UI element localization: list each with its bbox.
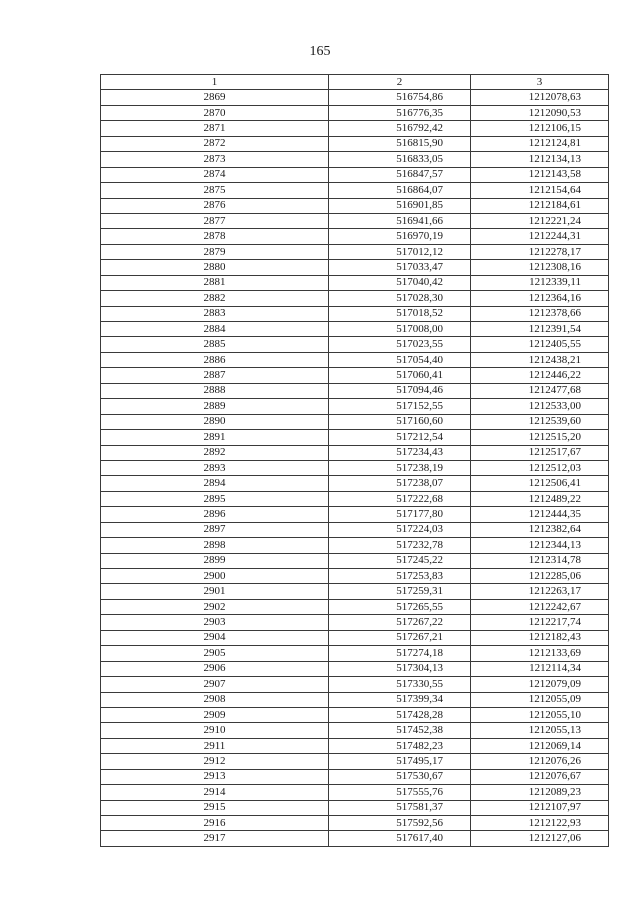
y-coordinate-cell: 1212405,55 xyxy=(471,337,609,352)
table-row xyxy=(101,275,609,290)
x-coordinate-cell: 517617,40 xyxy=(329,831,471,846)
x-coordinate-cell: 517452,38 xyxy=(329,723,471,738)
point-number-cell: 2873 xyxy=(101,152,329,167)
table-row xyxy=(101,615,609,630)
x-coordinate-cell: 517259,31 xyxy=(329,584,471,599)
x-coordinate-cell: 517234,43 xyxy=(329,445,471,460)
table-row xyxy=(101,291,609,306)
table-row xyxy=(101,738,609,753)
y-coordinate-cell: 1212143,58 xyxy=(471,167,609,182)
header-row xyxy=(101,75,609,90)
point-number-cell: 2894 xyxy=(101,476,329,491)
x-coordinate-cell: 516833,05 xyxy=(329,152,471,167)
point-number-cell: 2917 xyxy=(101,831,329,846)
x-coordinate-cell: 517040,42 xyxy=(329,275,471,290)
table-row xyxy=(101,445,609,460)
table-row xyxy=(101,816,609,831)
y-coordinate-cell: 1212055,13 xyxy=(471,723,609,738)
table-row xyxy=(101,723,609,738)
point-number-cell: 2900 xyxy=(101,569,329,584)
x-coordinate-cell: 517012,12 xyxy=(329,244,471,259)
point-number-cell: 2903 xyxy=(101,615,329,630)
table-body xyxy=(101,90,609,846)
table-row xyxy=(101,368,609,383)
y-coordinate-cell: 1212127,06 xyxy=(471,831,609,846)
x-coordinate-cell: 516792,42 xyxy=(329,121,471,136)
point-number-cell: 2893 xyxy=(101,460,329,475)
table-row xyxy=(101,785,609,800)
y-coordinate-cell: 1212076,67 xyxy=(471,769,609,784)
point-number-cell: 2912 xyxy=(101,754,329,769)
point-number-cell: 2899 xyxy=(101,553,329,568)
table-row xyxy=(101,584,609,599)
y-coordinate-cell: 1212364,16 xyxy=(471,291,609,306)
x-coordinate-cell: 516815,90 xyxy=(329,136,471,151)
x-coordinate-cell: 517008,00 xyxy=(329,322,471,337)
x-coordinate-cell: 517177,80 xyxy=(329,507,471,522)
table-row xyxy=(101,831,609,846)
y-coordinate-cell: 1212154,64 xyxy=(471,183,609,198)
table-row xyxy=(101,183,609,198)
y-coordinate-cell: 1212221,24 xyxy=(471,213,609,228)
x-coordinate-cell: 517530,67 xyxy=(329,769,471,784)
x-coordinate-cell: 517581,37 xyxy=(329,800,471,815)
point-number-cell: 2913 xyxy=(101,769,329,784)
point-number-cell: 2882 xyxy=(101,291,329,306)
x-coordinate-cell: 517495,17 xyxy=(329,754,471,769)
y-coordinate-cell: 1212122,93 xyxy=(471,816,609,831)
table-row xyxy=(101,198,609,213)
point-number-cell: 2897 xyxy=(101,522,329,537)
y-coordinate-cell: 1212217,74 xyxy=(471,615,609,630)
y-coordinate-cell: 1212078,63 xyxy=(471,90,609,105)
point-number-cell: 2887 xyxy=(101,368,329,383)
point-number-cell: 2911 xyxy=(101,738,329,753)
point-number-cell: 2886 xyxy=(101,352,329,367)
x-coordinate-cell: 517274,18 xyxy=(329,646,471,661)
column-header-2: 2 xyxy=(329,75,471,90)
y-coordinate-cell: 1212489,22 xyxy=(471,491,609,506)
table-row xyxy=(101,399,609,414)
x-coordinate-cell: 516754,86 xyxy=(329,90,471,105)
x-coordinate-cell: 516776,35 xyxy=(329,105,471,120)
x-coordinate-cell: 517267,21 xyxy=(329,630,471,645)
point-number-cell: 2910 xyxy=(101,723,329,738)
x-coordinate-cell: 517028,30 xyxy=(329,291,471,306)
y-coordinate-cell: 1212055,09 xyxy=(471,692,609,707)
point-number-cell: 2877 xyxy=(101,213,329,228)
point-number-cell: 2874 xyxy=(101,167,329,182)
x-coordinate-cell: 517592,56 xyxy=(329,816,471,831)
point-number-cell: 2888 xyxy=(101,383,329,398)
x-coordinate-cell: 517018,52 xyxy=(329,306,471,321)
y-coordinate-cell: 1212055,10 xyxy=(471,707,609,722)
table-row xyxy=(101,322,609,337)
x-coordinate-cell: 517399,34 xyxy=(329,692,471,707)
y-coordinate-cell: 1212182,43 xyxy=(471,630,609,645)
x-coordinate-cell: 517033,47 xyxy=(329,260,471,275)
table-row xyxy=(101,769,609,784)
column-header-1: 1 xyxy=(101,75,329,90)
point-number-cell: 2880 xyxy=(101,260,329,275)
table-row xyxy=(101,244,609,259)
x-coordinate-cell: 517428,28 xyxy=(329,707,471,722)
y-coordinate-cell: 1212438,21 xyxy=(471,352,609,367)
x-coordinate-cell: 516970,19 xyxy=(329,229,471,244)
table-row xyxy=(101,538,609,553)
y-coordinate-cell: 1212378,66 xyxy=(471,306,609,321)
y-coordinate-cell: 1212090,53 xyxy=(471,105,609,120)
table-row xyxy=(101,213,609,228)
y-coordinate-cell: 1212344,13 xyxy=(471,538,609,553)
x-coordinate-cell: 516901,85 xyxy=(329,198,471,213)
x-coordinate-cell: 517232,78 xyxy=(329,538,471,553)
table-row xyxy=(101,646,609,661)
y-coordinate-cell: 1212285,06 xyxy=(471,569,609,584)
y-coordinate-cell: 1212339,11 xyxy=(471,275,609,290)
page-number: 165 xyxy=(309,44,331,59)
y-coordinate-cell: 1212444,35 xyxy=(471,507,609,522)
x-coordinate-cell: 516847,57 xyxy=(329,167,471,182)
table-row xyxy=(101,105,609,120)
y-coordinate-cell: 1212308,16 xyxy=(471,260,609,275)
y-coordinate-cell: 1212184,61 xyxy=(471,198,609,213)
x-coordinate-cell: 517212,54 xyxy=(329,430,471,445)
point-number-cell: 2904 xyxy=(101,630,329,645)
y-coordinate-cell: 1212278,17 xyxy=(471,244,609,259)
table-row xyxy=(101,491,609,506)
point-number-cell: 2890 xyxy=(101,414,329,429)
point-number-cell: 2895 xyxy=(101,491,329,506)
y-coordinate-cell: 1212079,09 xyxy=(471,677,609,692)
y-coordinate-cell: 1212391,54 xyxy=(471,322,609,337)
table-row xyxy=(101,599,609,614)
table-row xyxy=(101,707,609,722)
x-coordinate-cell: 517222,68 xyxy=(329,491,471,506)
point-number-cell: 2883 xyxy=(101,306,329,321)
y-coordinate-cell: 1212124,81 xyxy=(471,136,609,151)
table-row xyxy=(101,167,609,182)
point-number-cell: 2871 xyxy=(101,121,329,136)
y-coordinate-cell: 1212114,34 xyxy=(471,661,609,676)
point-number-cell: 2906 xyxy=(101,661,329,676)
x-coordinate-cell: 517238,19 xyxy=(329,460,471,475)
table-row xyxy=(101,661,609,676)
table-row xyxy=(101,692,609,707)
x-coordinate-cell: 517482,23 xyxy=(329,738,471,753)
point-number-cell: 2916 xyxy=(101,816,329,831)
point-number-cell: 2914 xyxy=(101,785,329,800)
point-number-cell: 2876 xyxy=(101,198,329,213)
table-row xyxy=(101,121,609,136)
x-coordinate-cell: 517253,83 xyxy=(329,569,471,584)
y-coordinate-cell: 1212539,60 xyxy=(471,414,609,429)
table-row xyxy=(101,383,609,398)
x-coordinate-cell: 517224,03 xyxy=(329,522,471,537)
table-row xyxy=(101,414,609,429)
x-coordinate-cell: 516864,07 xyxy=(329,183,471,198)
x-coordinate-cell: 517160,60 xyxy=(329,414,471,429)
table-row xyxy=(101,136,609,151)
table-row xyxy=(101,430,609,445)
table-row xyxy=(101,630,609,645)
point-number-cell: 2870 xyxy=(101,105,329,120)
y-coordinate-cell: 1212069,14 xyxy=(471,738,609,753)
table-row xyxy=(101,569,609,584)
point-number-cell: 2881 xyxy=(101,275,329,290)
point-number-cell: 2907 xyxy=(101,677,329,692)
point-number-cell: 2892 xyxy=(101,445,329,460)
table-row xyxy=(101,260,609,275)
table-row xyxy=(101,507,609,522)
y-coordinate-cell: 1212517,67 xyxy=(471,445,609,460)
table-row xyxy=(101,229,609,244)
x-coordinate-cell: 517267,22 xyxy=(329,615,471,630)
y-coordinate-cell: 1212133,69 xyxy=(471,646,609,661)
y-coordinate-cell: 1212515,20 xyxy=(471,430,609,445)
y-coordinate-cell: 1212533,00 xyxy=(471,399,609,414)
table-row xyxy=(101,476,609,491)
table-row xyxy=(101,90,609,105)
point-number-cell: 2902 xyxy=(101,599,329,614)
x-coordinate-cell: 517238,07 xyxy=(329,476,471,491)
point-number-cell: 2898 xyxy=(101,538,329,553)
table-header xyxy=(101,75,609,90)
point-number-cell: 2896 xyxy=(101,507,329,522)
point-number-cell: 2909 xyxy=(101,707,329,722)
x-coordinate-cell: 517555,76 xyxy=(329,785,471,800)
table-row xyxy=(101,553,609,568)
point-number-cell: 2884 xyxy=(101,322,329,337)
coordinates-table xyxy=(100,74,609,847)
y-coordinate-cell: 1212314,78 xyxy=(471,553,609,568)
table-row xyxy=(101,352,609,367)
point-number-cell: 2891 xyxy=(101,430,329,445)
table-row xyxy=(101,152,609,167)
point-number-cell: 2885 xyxy=(101,337,329,352)
table-row xyxy=(101,522,609,537)
x-coordinate-cell: 517304,13 xyxy=(329,661,471,676)
y-coordinate-cell: 1212107,97 xyxy=(471,800,609,815)
table-row xyxy=(101,306,609,321)
table-row xyxy=(101,337,609,352)
point-number-cell: 2908 xyxy=(101,692,329,707)
x-coordinate-cell: 517330,55 xyxy=(329,677,471,692)
column-header-3: 3 xyxy=(471,75,609,90)
x-coordinate-cell: 516941,66 xyxy=(329,213,471,228)
table-row xyxy=(101,754,609,769)
x-coordinate-cell: 517023,55 xyxy=(329,337,471,352)
point-number-cell: 2915 xyxy=(101,800,329,815)
y-coordinate-cell: 1212506,41 xyxy=(471,476,609,491)
point-number-cell: 2878 xyxy=(101,229,329,244)
y-coordinate-cell: 1212134,13 xyxy=(471,152,609,167)
y-coordinate-cell: 1212242,67 xyxy=(471,599,609,614)
x-coordinate-cell: 517245,22 xyxy=(329,553,471,568)
y-coordinate-cell: 1212076,26 xyxy=(471,754,609,769)
y-coordinate-cell: 1212089,23 xyxy=(471,785,609,800)
table-row xyxy=(101,460,609,475)
y-coordinate-cell: 1212446,22 xyxy=(471,368,609,383)
table-row xyxy=(101,800,609,815)
point-number-cell: 2901 xyxy=(101,584,329,599)
table-row xyxy=(101,677,609,692)
x-coordinate-cell: 517060,41 xyxy=(329,368,471,383)
point-number-cell: 2872 xyxy=(101,136,329,151)
point-number-cell: 2879 xyxy=(101,244,329,259)
point-number-cell: 2889 xyxy=(101,399,329,414)
y-coordinate-cell: 1212106,15 xyxy=(471,121,609,136)
y-coordinate-cell: 1212477,68 xyxy=(471,383,609,398)
x-coordinate-cell: 517265,55 xyxy=(329,599,471,614)
x-coordinate-cell: 517152,55 xyxy=(329,399,471,414)
x-coordinate-cell: 517054,40 xyxy=(329,352,471,367)
point-number-cell: 2905 xyxy=(101,646,329,661)
point-number-cell: 2875 xyxy=(101,183,329,198)
x-coordinate-cell: 517094,46 xyxy=(329,383,471,398)
y-coordinate-cell: 1212512,03 xyxy=(471,460,609,475)
y-coordinate-cell: 1212382,64 xyxy=(471,522,609,537)
point-number-cell: 2869 xyxy=(101,90,329,105)
y-coordinate-cell: 1212244,31 xyxy=(471,229,609,244)
y-coordinate-cell: 1212263,17 xyxy=(471,584,609,599)
